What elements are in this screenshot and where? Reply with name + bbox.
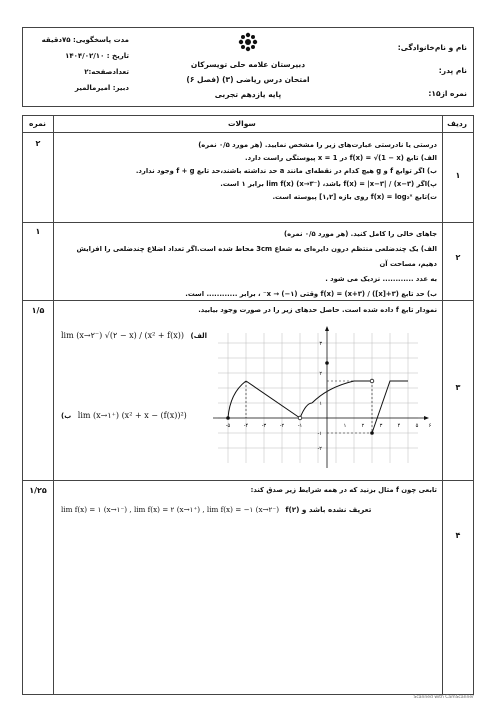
curve-rise xyxy=(312,381,372,403)
x-tick-label: -۱ xyxy=(297,423,303,429)
question-row-4 xyxy=(23,481,473,694)
question-row-1 xyxy=(23,133,473,223)
conditions-note: f(۲) تعریف نشده باشد و xyxy=(285,505,372,514)
x-tick-label: -۴ xyxy=(243,423,249,429)
school-info xyxy=(153,32,343,102)
questions-table xyxy=(22,115,474,695)
x-tick-label: ۶ xyxy=(428,423,432,429)
row-number: ۳ xyxy=(455,383,461,392)
exam-meta xyxy=(29,32,129,96)
question-part-d: ت)تابع f(x) = log₂ˣ روی بازه [۱,۲] پیوسته است. xyxy=(272,193,437,201)
question-part-a-cont: به عدد ............ نزدیک می شود . xyxy=(325,275,437,283)
date-label: تاریخ : ۱۴۰۴/۰۲/۱۰ xyxy=(65,52,129,60)
question-row-3 xyxy=(23,301,473,481)
duration-label: مدت پاسخگویی: ۷۵دقیقه xyxy=(41,36,129,44)
x-tick-labels xyxy=(226,423,432,429)
school-logo-icon xyxy=(238,32,258,52)
function-graph xyxy=(198,323,438,475)
x-tick-label: -۲ xyxy=(279,423,285,429)
teacher-label: دبیر: امیرمالمیر xyxy=(74,84,129,92)
graph-point-closed xyxy=(226,416,230,420)
y-axis-arrow-icon xyxy=(325,326,329,331)
graph-point-closed xyxy=(370,431,374,435)
header-row-number: ردیف xyxy=(447,119,467,128)
graph-point-open xyxy=(298,416,302,420)
limit-b xyxy=(61,411,187,420)
question-title: درستی یا نادرستی عبارت‌های زیر را مشخص نمایید. (هر مورد ۰/۵ نمره) xyxy=(198,141,437,149)
graph-point-open xyxy=(370,379,374,383)
question-text xyxy=(57,227,437,302)
question-score: ۲ xyxy=(35,139,41,148)
y-tick-label: ۲ xyxy=(319,371,322,377)
question-part-a: الف) تابع f(x) = √(1 − x) در x = 1 پیوستگی راست دارد. xyxy=(245,154,437,162)
question-part-b: ب) اگر توابع f و g هیچ کدام در نقطه‌ای مانند a حد نداشته باشند،حد تابع f + g وجود ندارد. xyxy=(135,167,437,175)
limit-a xyxy=(61,331,207,340)
conditions-expr: lim f(x) = ۱ (x→۱⁻) , lim f(x) = ۲ (x→۱⁺) , lim f(x) = −۱ (x→۲⁻) xyxy=(61,505,280,514)
question-score: ۱ xyxy=(35,227,41,236)
question-score: ۱/۵ xyxy=(31,306,45,315)
curve-left-arc xyxy=(228,381,246,418)
header-score: نمره xyxy=(29,119,46,128)
x-tick-label: ۱ xyxy=(343,423,347,429)
question-part-a: الف) یک چندضلعی منتظم درون دایره‌ای به شعاع 3cm محاط شده است.اگر تعداد اضلاع چندضلعی را افزایش دهیم، مساحت آن xyxy=(76,245,437,268)
limit-b-label: (ب xyxy=(61,412,72,420)
pages-label: تعدادصفحه:۲ xyxy=(84,68,129,76)
row-number: ۱ xyxy=(455,171,461,180)
question-title: نمودار تابع f داده شده است. حاصل حدهای زیر را در صورت وجود بیابید. xyxy=(198,306,437,314)
limit-a-label: (الف xyxy=(190,332,208,340)
y-tick-label: -۲ xyxy=(317,446,322,452)
y-tick-label: -۱ xyxy=(317,431,322,437)
graph-point-closed xyxy=(325,361,329,365)
question-part-b: ب) حد تابع f(x) = (x+۳) / ([x]+۳) وقتی x → (−۱)⁻ ، برابر ............ است. xyxy=(185,290,437,298)
scanner-watermark: Scanned with CamScanner xyxy=(413,695,474,700)
exam-title: امتحان درس ریاضی (۳) (فصل ۶) xyxy=(186,75,310,84)
x-tick-label: -۳ xyxy=(261,423,267,429)
limit-conditions xyxy=(61,505,371,514)
question-title: جاهای خالی را کامل کنید. (هر مورد ۰/۵ نمره) xyxy=(284,230,437,238)
x-axis-arrow-icon xyxy=(424,416,429,420)
curve-line-down xyxy=(246,381,300,418)
score-label: نمره از۱۵: xyxy=(428,89,467,98)
y-tick-label: ۱ xyxy=(319,401,322,407)
y-tick-label: ۳ xyxy=(319,341,322,347)
school-name: دبیرستان علامه حلی تویسرکان xyxy=(190,60,306,69)
limit-a-expr: lim (x→۲⁻) √(۲ − x) / (x² + f(x)) xyxy=(61,331,184,340)
x-tick-label: ۴ xyxy=(397,423,401,429)
question-text xyxy=(57,139,437,204)
x-tick-label: ۲ xyxy=(361,423,365,429)
limit-b-expr: lim (x→۱⁺) (x² + x − (f(x))²) xyxy=(77,411,187,420)
name-label: نام و نام‌خانوادگی: xyxy=(397,43,467,52)
table-header xyxy=(23,116,473,133)
row-number: ۴ xyxy=(455,531,461,540)
x-tick-label: ۵ xyxy=(415,423,419,429)
question-score: ۱/۲۵ xyxy=(29,486,47,495)
x-tick-label: -۵ xyxy=(225,423,231,429)
question-title: تابعی چون f مثال بزنید که در همه شرایط زیر صدق کند: xyxy=(250,486,437,494)
exam-header xyxy=(22,27,474,107)
row-number: ۲ xyxy=(455,253,461,262)
question-row-2 xyxy=(23,223,473,301)
question-part-c: پ)اگر f(x) = |x−۳| / (x−۳) باشد، lim f(x) (x→۳⁻) برابر ۱ است. xyxy=(220,180,437,188)
student-info xyxy=(347,36,467,105)
father-label: نام پدر: xyxy=(438,66,467,75)
curve-hump xyxy=(300,403,312,418)
header-questions: سوالات xyxy=(228,119,256,128)
x-tick-label: ۳ xyxy=(379,423,383,429)
grade-label: پایه یازدهم تجربی xyxy=(214,90,282,99)
